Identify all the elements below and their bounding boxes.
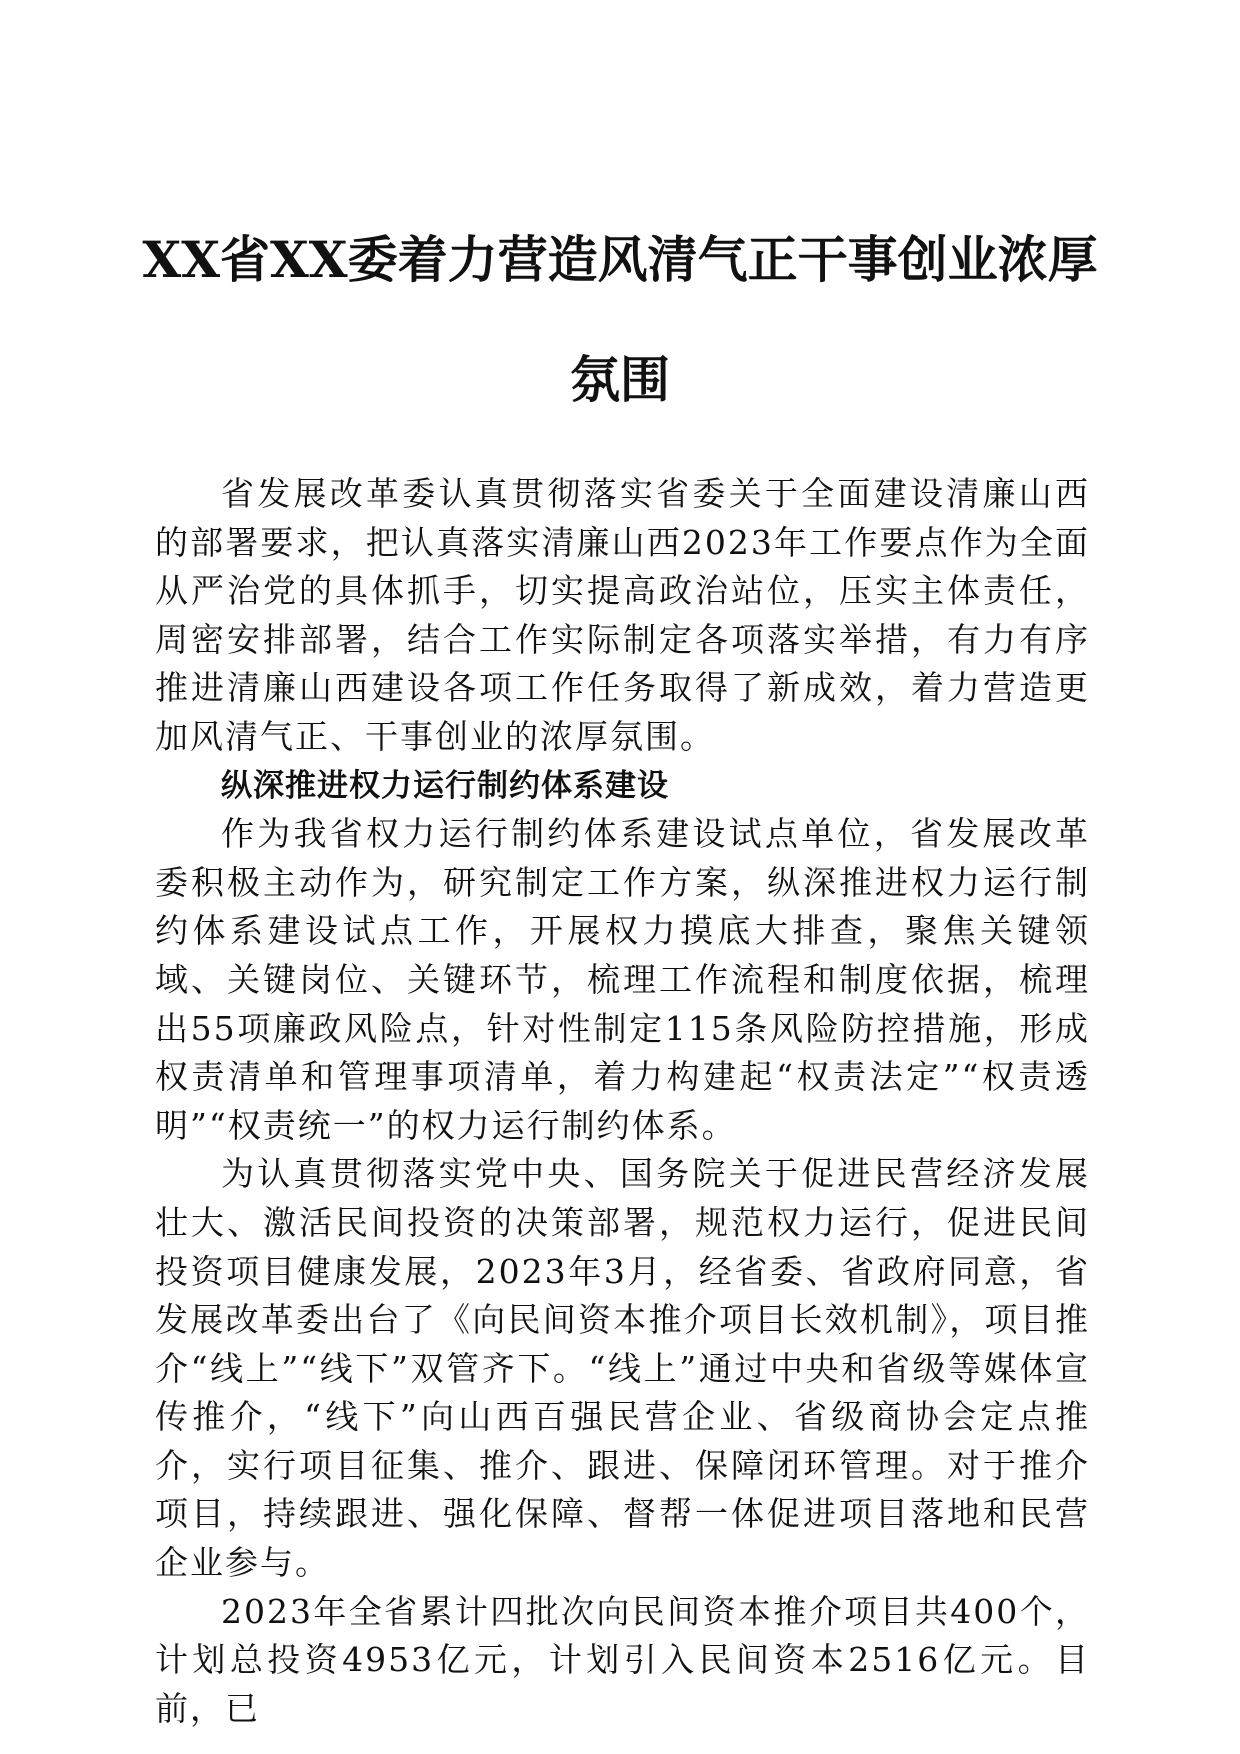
document-title-line-2: 氛围	[570, 350, 670, 409]
paragraph-statistics: 2023年全省累计四批次向民间资本推介项目共400个，计划总投资4953亿元，计划引入民间资本2516亿元。目前，已	[155, 1591, 1090, 1728]
section-heading: 纵深推进权力运行制约体系建设	[221, 767, 669, 804]
paragraph-intro: 省发展改革委认真贯彻落实省委关于全面建设清廉山西的部署要求，把认真落实清廉山西2023年工作要点作为全面从严治党的具体抓手，切实提高政治站位，压实主体责任，周密安排部署，结合工作实际制定各项落实举措，有力有序推进清廉山西建设各项工作任务取得了新成效，着力营造更加风清气正、干事创业的浓厚氛围。	[155, 474, 1090, 756]
document-body	[155, 470, 1090, 1733]
paragraph-private-investment: 为认真贯彻落实党中央、国务院关于促进民营经济发展壮大、激活民间投资的决策部署，规范权力运行，促进民间投资项目健康发展，2023年3月，经省委、省政府同意，省发展改革委出台了《向民间资本推介项目长效机制》，项目推介“线上”“线下”双管齐下。“线上”通过中央和省级等媒体宣传推介，“线下”向山西百强民营企业、省级商协会定点推介，实行项目征集、推介、跟进、保障闭环管理。对于推介项目，持续跟进、强化保障、督帮一体促进项目落地和民营企业参与。	[155, 1154, 1090, 1583]
paragraph-power-system: 作为我省权力运行制约体系建设试点单位，省发展改革委积极主动作为，研究制定工作方案，纵深推进权力运行制约体系建设试点工作，开展权力摸底大排查，聚焦关键领域、关键岗位、关键环节，梳理工作流程和制度依据，梳理出55项廉政风险点，针对性制定115条风险防控措施，形成权责清单和管理事项清单，着力构建起“权责法定”“权责透明”“权责统一”的权力运行制约体系。	[155, 814, 1090, 1145]
document-title-line-1: XX省XX委着力营造风清气正干事创业浓厚	[142, 230, 1098, 289]
